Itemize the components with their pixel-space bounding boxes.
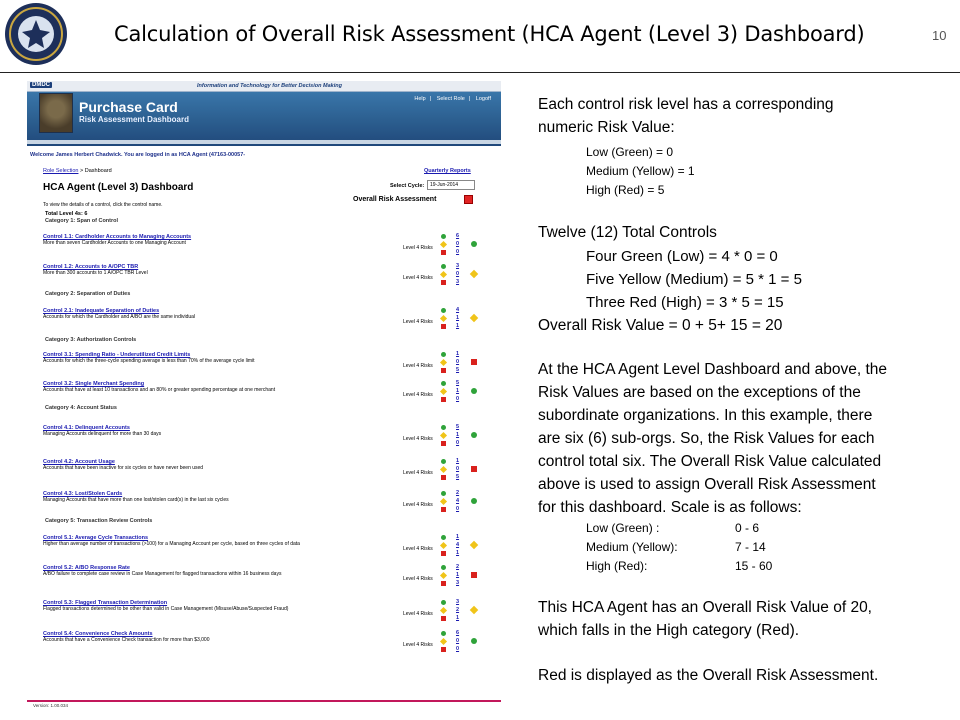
yellow-count-link[interactable]: 1 (456, 388, 460, 394)
control-description: More than 300 accounts to 1 A/OPC TBR Level (43, 270, 148, 276)
yellow-diamond-icon (440, 638, 447, 645)
yellow-result-icon (470, 314, 478, 322)
red-square-icon (441, 441, 446, 446)
scale-low-range: 0 - 6 (735, 521, 760, 535)
control-name-link[interactable]: Control 5.2: A/BO Response Rate (43, 565, 130, 571)
red-result-icon (471, 572, 477, 578)
yellow-count-link[interactable]: 2 (456, 607, 460, 613)
level-label: Level 4 Risks (403, 436, 433, 442)
category-heading: Category 4: Account Status (45, 405, 117, 411)
yellow-diamond-icon (440, 466, 447, 473)
green-circle-icon (441, 459, 446, 464)
level-label: Level 4 Risks (403, 642, 433, 648)
intro-line-2: numeric Risk Value: (538, 119, 675, 136)
red-count-link[interactable]: 0 (456, 646, 460, 652)
green-count-link[interactable]: 2 (456, 564, 460, 570)
scale-high-label: High (Red): (586, 559, 648, 573)
yellow-diamond-icon (440, 271, 447, 278)
red-square-icon (441, 397, 446, 402)
breadcrumb-current: > Dashboard (80, 168, 112, 174)
level-label: Level 4 Risks (403, 546, 433, 552)
level-label: Level 4 Risks (403, 363, 433, 369)
yellow-diamond-icon (440, 241, 447, 248)
red-square-icon (441, 581, 446, 586)
seal-emblem-icon (4, 2, 68, 66)
overall-risk-indicator (464, 195, 473, 204)
explain-line-6: above is used to assign Overall Risk Assessment (538, 476, 876, 493)
control-name-link[interactable]: Control 5.3: Flagged Transaction Determination (43, 600, 168, 606)
green-count-link[interactable]: 1 (456, 351, 460, 357)
control-description: Higher than average number of transactions (>100) for a Managing Account per cycle, based on three cycles of data (43, 541, 300, 547)
control-description: Flagged transactions determined to be other than valid in Case Management (Misuse/Abuse/Suspected Fraud) (43, 606, 289, 612)
red-count-link[interactable]: 1 (456, 323, 460, 329)
red-count-link[interactable]: 5 (456, 474, 460, 480)
green-circle-icon (441, 491, 446, 496)
category-heading: Category 5: Transaction Review Controls (45, 518, 153, 524)
yellow-count-link[interactable]: 1 (456, 432, 460, 438)
red-square-icon (441, 507, 446, 512)
control-description: Accounts that have at least 10 transactions and an 80% or greater spending percentage at one merchant (43, 387, 276, 393)
scale-low-label: Low (Green) : (586, 521, 660, 535)
control-name-link[interactable]: Control 4.3: Lost/Stolen Cards (43, 491, 123, 497)
green-count-link[interactable]: 3 (456, 263, 460, 269)
green-circle-icon (441, 381, 446, 386)
intro-line-1: Each control risk level has a corresponding (538, 96, 834, 113)
red-square-icon (441, 280, 446, 285)
yellow-count-link[interactable]: 0 (456, 638, 460, 644)
yellow-count-link[interactable]: 0 (456, 241, 460, 247)
red-square-icon (441, 647, 446, 652)
yellow-result-icon (470, 541, 478, 549)
dashboard-title: HCA Agent (Level 3) Dashboard (43, 182, 194, 193)
quarterly-reports-link[interactable]: Quarterly Reports (424, 168, 471, 174)
green-circle-icon (441, 234, 446, 239)
control-name-link[interactable]: Control 3.1: Spending Ratio - Underutilized Credit Limits (43, 352, 191, 358)
green-circle-icon (441, 631, 446, 636)
control-description: Accounts that have a Convenience Check transaction for more than $3,000 (43, 637, 210, 643)
control-name-link[interactable]: Control 5.1: Average Cycle Transactions (43, 535, 149, 541)
green-count-link[interactable]: 4 (456, 307, 460, 313)
yellow-diamond-icon (440, 607, 447, 614)
yellow-diamond-icon (440, 432, 447, 439)
overall-risk-label: Overall Risk Assessment (353, 196, 437, 203)
yellow-diamond-icon (440, 388, 447, 395)
overall-risk-value: Overall Risk Value = 0 + 5+ 15 = 20 (538, 317, 783, 334)
yellow-count-link[interactable]: 0 (456, 271, 460, 277)
control-name-link[interactable]: Control 4.1: Delinquent Accounts (43, 425, 130, 431)
category-heading: Category 2: Separation of Duties (45, 291, 131, 297)
green-circle-icon (441, 352, 446, 357)
control-row (43, 381, 483, 421)
green-count-link[interactable]: 2 (456, 490, 460, 496)
red-square-icon (441, 250, 446, 255)
red-square-icon (441, 475, 446, 480)
green-result-icon (471, 241, 477, 247)
control-row (43, 308, 483, 348)
explain-line-5: control total six. The Overall Risk Value calculated (538, 453, 882, 470)
page-number: 10 (932, 28, 947, 43)
red-count-link[interactable]: 0 (456, 506, 460, 512)
conclusion-line-1: This HCA Agent has an Overall Risk Value of 20, (538, 599, 872, 616)
slide-title: Calculation of Overall Risk Assessment (HCA Agent (Level 3) Dashboard) (114, 22, 865, 46)
control-name-link[interactable]: Control 1.2: Accounts to A/OPC TBR (43, 264, 139, 270)
control-description: Accounts for which the Cardholder and A/BO are the same individual (43, 314, 196, 320)
green-count-link[interactable]: 1 (456, 534, 460, 540)
green-result-icon (471, 638, 477, 644)
green-result-icon (471, 388, 477, 394)
control-row (43, 491, 483, 531)
control-name-link[interactable]: Control 5.4: Convenience Check Amounts (43, 631, 153, 637)
final-statement: Red is displayed as the Overall Risk Assessment. (538, 667, 879, 684)
control-description: More than seven Cardholder Accounts to one Managing Account (43, 240, 186, 246)
risk-value-low: Low (Green) = 0 (586, 145, 674, 159)
green-result-icon (471, 498, 477, 504)
control-row (43, 565, 483, 605)
control-description: Managing Accounts delinquent for more than 30 days (43, 431, 162, 437)
scale-medium-label: Medium (Yellow): (586, 540, 678, 554)
green-circle-icon (441, 600, 446, 605)
green-count-link[interactable]: 6 (456, 630, 460, 636)
yellow-result-icon (470, 270, 478, 278)
yellow-calc: Five Yellow (Medium) = 5 * 1 = 5 (586, 271, 802, 288)
control-name-link[interactable]: Control 4.2: Account Usage (43, 459, 115, 465)
red-calc: Three Red (High) = 3 * 5 = 15 (586, 294, 784, 311)
green-count-link[interactable]: 5 (456, 424, 460, 430)
level-label: Level 4 Risks (403, 576, 433, 582)
role-selection-link[interactable]: Role Selection (43, 168, 79, 174)
yellow-count-link[interactable]: 1 (456, 315, 460, 321)
green-count-link[interactable]: 3 (456, 599, 460, 605)
level-label: Level 4 Risks (403, 245, 433, 251)
green-result-icon (471, 432, 477, 438)
yellow-diamond-icon (440, 315, 447, 322)
yellow-diamond-icon (440, 572, 447, 579)
control-description: Accounts that have been inactive for six cycles or have never been used (43, 465, 204, 471)
version-text: Version: 1.00.034 (33, 703, 69, 708)
green-count-link[interactable]: 6 (456, 233, 460, 239)
select-cycle-label: Select Cycle: (390, 183, 425, 189)
red-square-icon (441, 324, 446, 329)
select-role-link[interactable]: Select Role (436, 96, 465, 102)
explain-line-3: subordinate organizations. In this example, there (538, 407, 873, 424)
explain-line-2: Risk Values are based on the exceptions of the (538, 384, 861, 401)
control-description: A/BO failure to complete case review in Case Management for flagged transactions within 16 business days (43, 571, 282, 577)
red-count-link[interactable]: 0 (456, 249, 460, 255)
control-name-link[interactable]: Control 3.2: Single Merchant Spending (43, 381, 145, 387)
red-count-link[interactable]: 5 (456, 367, 460, 373)
dashboard-screenshot (27, 81, 501, 711)
red-count-link[interactable]: 1 (456, 615, 460, 621)
scale-medium-range: 7 - 14 (735, 540, 766, 554)
explain-line-1: At the HCA Agent Level Dashboard and above, the (538, 361, 887, 378)
red-count-link[interactable]: 0 (456, 440, 460, 446)
green-circle-icon (441, 308, 446, 313)
green-calc: Four Green (Low) = 4 * 0 = 0 (586, 248, 778, 265)
category-heading: Category 1: Span of Control (45, 218, 119, 224)
green-circle-icon (441, 565, 446, 570)
control-row (43, 264, 483, 304)
control-description: Managing Accounts that have more than one lost/stolen card(s) in the last six cycles (43, 497, 229, 503)
yellow-count-link[interactable]: 1 (456, 572, 460, 578)
yellow-diamond-icon (440, 542, 447, 549)
scale-high-range: 15 - 60 (735, 559, 773, 573)
level-label: Level 4 Risks (403, 319, 433, 325)
breadcrumb (43, 168, 112, 174)
yellow-count-link[interactable]: 4 (456, 498, 460, 504)
red-count-link[interactable]: 1 (456, 550, 460, 556)
card-photo-icon (39, 93, 73, 133)
green-count-link[interactable]: 1 (456, 458, 460, 464)
intro-text: To view the details of a control, click the control name. (43, 202, 163, 208)
red-count-link[interactable]: 3 (456, 279, 460, 285)
explain-line-4: are six (6) sub-orgs. So, the Risk Values for each (538, 430, 875, 447)
level-label: Level 4 Risks (403, 502, 433, 508)
header-divider (0, 72, 960, 73)
controls-total: Twelve (12) Total Controls (538, 224, 717, 241)
red-square-icon (441, 368, 446, 373)
category-heading: Category 3: Authorization Controls (45, 337, 137, 343)
red-result-icon (471, 466, 477, 472)
yellow-diamond-icon (440, 498, 447, 505)
app-banner (27, 81, 501, 146)
green-count-link[interactable]: 5 (456, 380, 460, 386)
banner-topbar (27, 81, 501, 92)
green-circle-icon (441, 425, 446, 430)
tagline: Information and Technology for Better Decision Making (197, 83, 342, 89)
control-name-link[interactable]: Control 2.1: Inadequate Separation of Duties (43, 308, 160, 314)
footer-rule (27, 700, 501, 702)
control-row (43, 631, 483, 671)
yellow-diamond-icon (440, 359, 447, 366)
control-name-link[interactable]: Control 1.1: Cardholder Accounts to Managing Accounts (43, 234, 192, 240)
yellow-count-link[interactable]: 0 (456, 359, 460, 365)
yellow-count-link[interactable]: 0 (456, 466, 460, 472)
total-level4: Total Level 4s: 6 (45, 211, 88, 217)
cycle-select[interactable]: 19-Jun-2014 (427, 180, 475, 190)
red-square-icon (441, 551, 446, 556)
green-circle-icon (441, 535, 446, 540)
level-label: Level 4 Risks (403, 611, 433, 617)
control-description: Accounts for which the three-cycle spending average is less than 70% of the average cycle limit (43, 358, 255, 364)
welcome-message: Welcome James Herbert Chadwick. You are logged in as HCA Agent (47163-00057- (30, 152, 246, 158)
yellow-result-icon (470, 606, 478, 614)
app-title: Purchase Card (79, 99, 178, 115)
banner-band (27, 140, 501, 144)
red-count-link[interactable]: 0 (456, 396, 460, 402)
help-link[interactable]: Help (414, 96, 426, 102)
level-label: Level 4 Risks (403, 392, 433, 398)
explain-line-7: for this dashboard. Scale is as follows: (538, 499, 802, 516)
app-subtitle: Risk Assessment Dashboard (79, 115, 189, 124)
level-label: Level 4 Risks (403, 470, 433, 476)
logoff-link[interactable]: Logoff (475, 96, 491, 102)
dmdc-logo: DMDC (32, 82, 50, 88)
slide-header (0, 0, 960, 74)
risk-value-medium: Medium (Yellow) = 1 (586, 164, 695, 178)
red-square-icon (441, 616, 446, 621)
conclusion-line-2: which falls in the High category (Red). (538, 622, 800, 639)
red-result-icon (471, 359, 477, 365)
risk-value-high: High (Red) = 5 (586, 183, 665, 197)
yellow-count-link[interactable]: 4 (456, 542, 460, 548)
level-label: Level 4 Risks (403, 275, 433, 281)
red-count-link[interactable]: 3 (456, 580, 460, 586)
green-circle-icon (441, 264, 446, 269)
top-links: Help | Select Role | Logoff (414, 96, 491, 102)
